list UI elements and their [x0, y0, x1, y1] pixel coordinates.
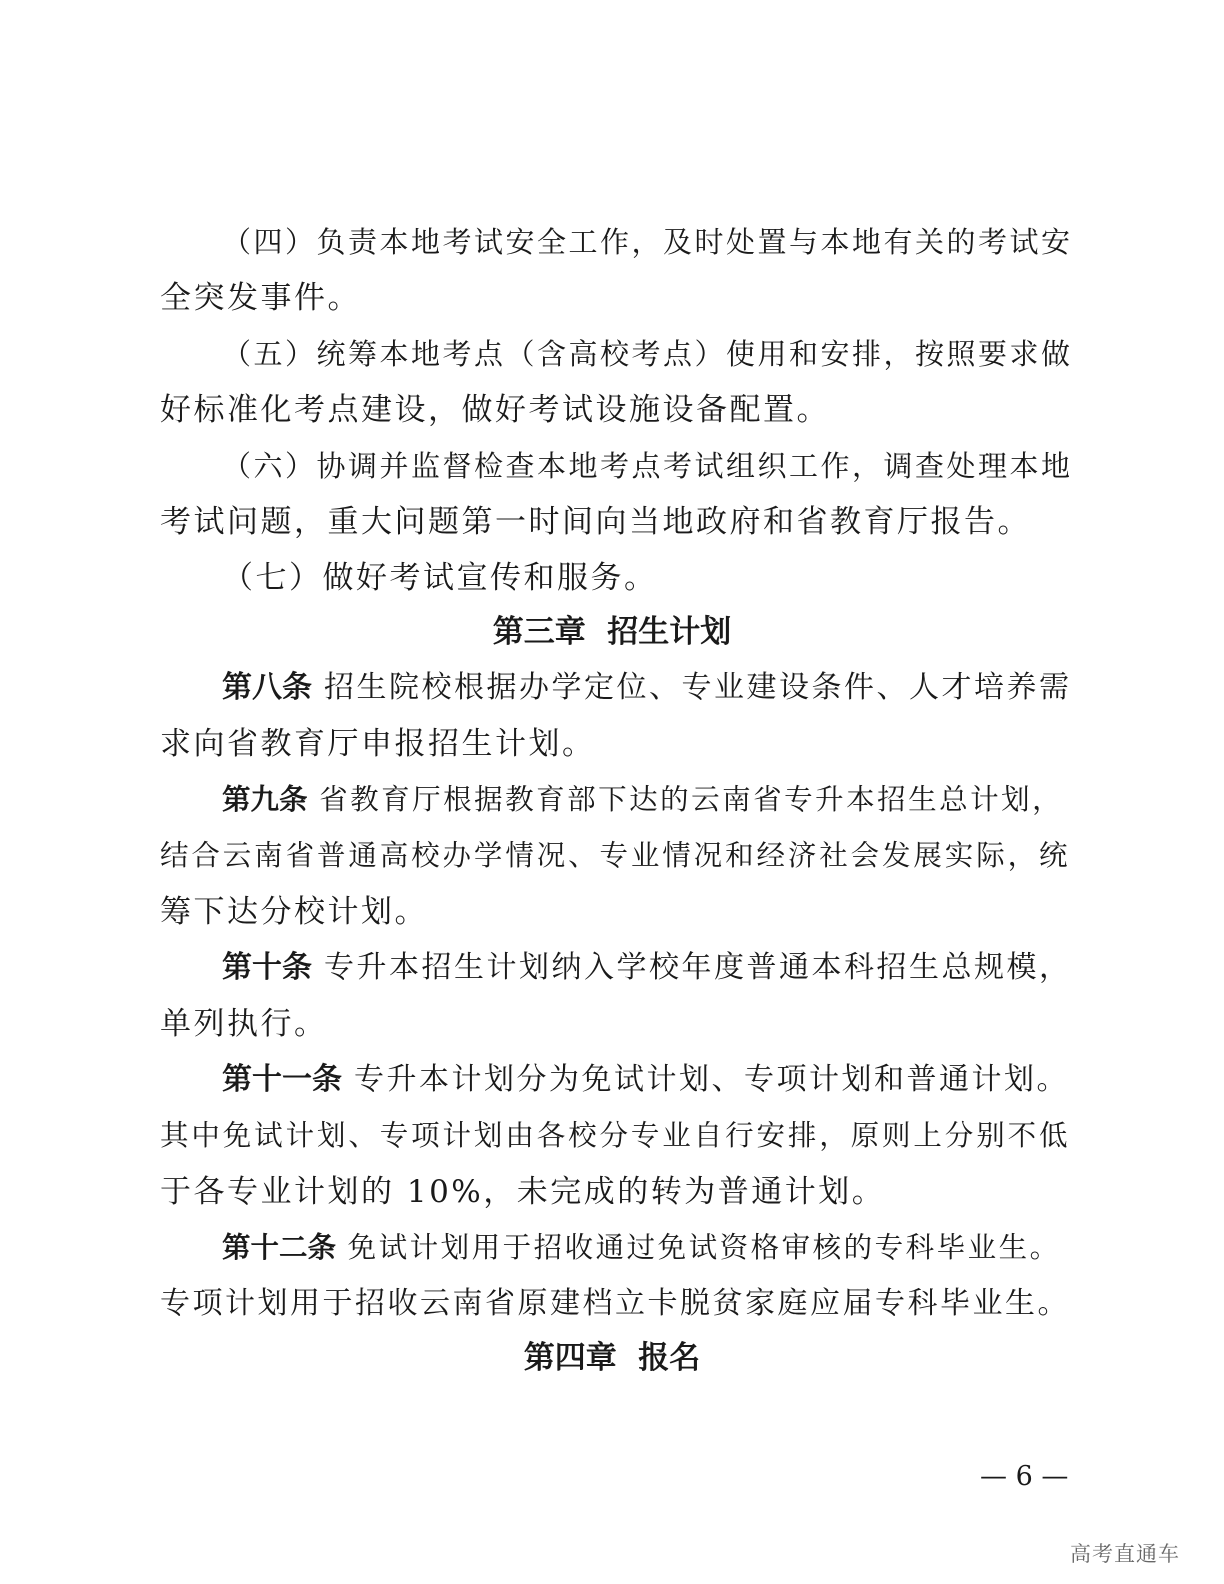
article-9-text: 省教育厅根据教育部下达的云南省专升本招生总计划， — [319, 783, 1064, 816]
item-4-line-1: （四）负责本地考试安全工作，及时处置与本地有关的考试安 — [222, 225, 1073, 259]
item-6-line-2: 考试问题，重大问题第一时间向当地政府和省教育厅报告。 — [160, 504, 1031, 540]
item-7-line-1: （七）做好考试宣传和服务。 — [222, 560, 658, 596]
article-10-text: 专升本招生计划纳入学校年度普通本科招生总规模， — [324, 950, 1072, 985]
item-5-line-1: （五）统筹本地考点（含高校考点）使用和安排，按照要求做 — [222, 337, 1073, 371]
article-11-line-3: 于各专业计划的 10%，未完成的转为普通计划。 — [160, 1174, 886, 1210]
article-10-label: 第十条 — [222, 950, 312, 985]
article-12-label: 第十二条 — [222, 1231, 337, 1264]
chapter-4-heading: 第四章 报名 — [523, 1340, 701, 1376]
article-8-line-2: 求向省教育厅申报招生计划。 — [160, 726, 596, 762]
article-9-line-1 — [222, 780, 1072, 820]
article-8-label: 第八条 — [222, 670, 312, 705]
article-9-line-2: 结合云南省普通高校办学情况、专业情况和经济社会发展实际，统 — [160, 839, 1070, 872]
article-12-text: 免试计划用于招收通过免试资格审核的专科毕业生。 — [347, 1231, 1061, 1264]
page-number: — 6 — — [980, 1461, 1069, 1492]
article-8-line-1 — [222, 668, 1072, 708]
article-11-line-1 — [222, 1060, 1072, 1100]
article-12-line-2: 专项计划用于招收云南省原建档立卡脱贫家庭应届专科毕业生。 — [160, 1286, 1070, 1321]
item-6-line-1: （六）协调并监督检查本地考点考试组织工作，调查处理本地 — [222, 449, 1073, 483]
article-11-label: 第十一条 — [222, 1062, 342, 1097]
article-10-line-2: 单列执行。 — [160, 1006, 328, 1042]
article-8-text: 招生院校根据办学定位、专业建设条件、人才培养需 — [324, 670, 1072, 705]
chapter-3-heading: 第三章 招生计划 — [492, 614, 732, 650]
item-4-line-2: 全突发事件。 — [160, 280, 361, 316]
article-9-label: 第九条 — [222, 783, 308, 816]
article-11-line-2: 其中免试计划、专项计划由各校分专业自行安排，原则上分别不低 — [160, 1119, 1070, 1152]
article-11-text: 专升本计划分为免试计划、专项计划和普通计划。 — [354, 1062, 1070, 1097]
article-10-line-1 — [222, 948, 1072, 988]
item-5-line-2: 好标准化考点建设，做好考试设施设备配置。 — [160, 392, 830, 428]
watermark: 高考直通车 — [1070, 1542, 1180, 1566]
article-9-line-3: 筹下达分校计划。 — [160, 894, 428, 930]
article-12-line-1 — [222, 1228, 1072, 1268]
